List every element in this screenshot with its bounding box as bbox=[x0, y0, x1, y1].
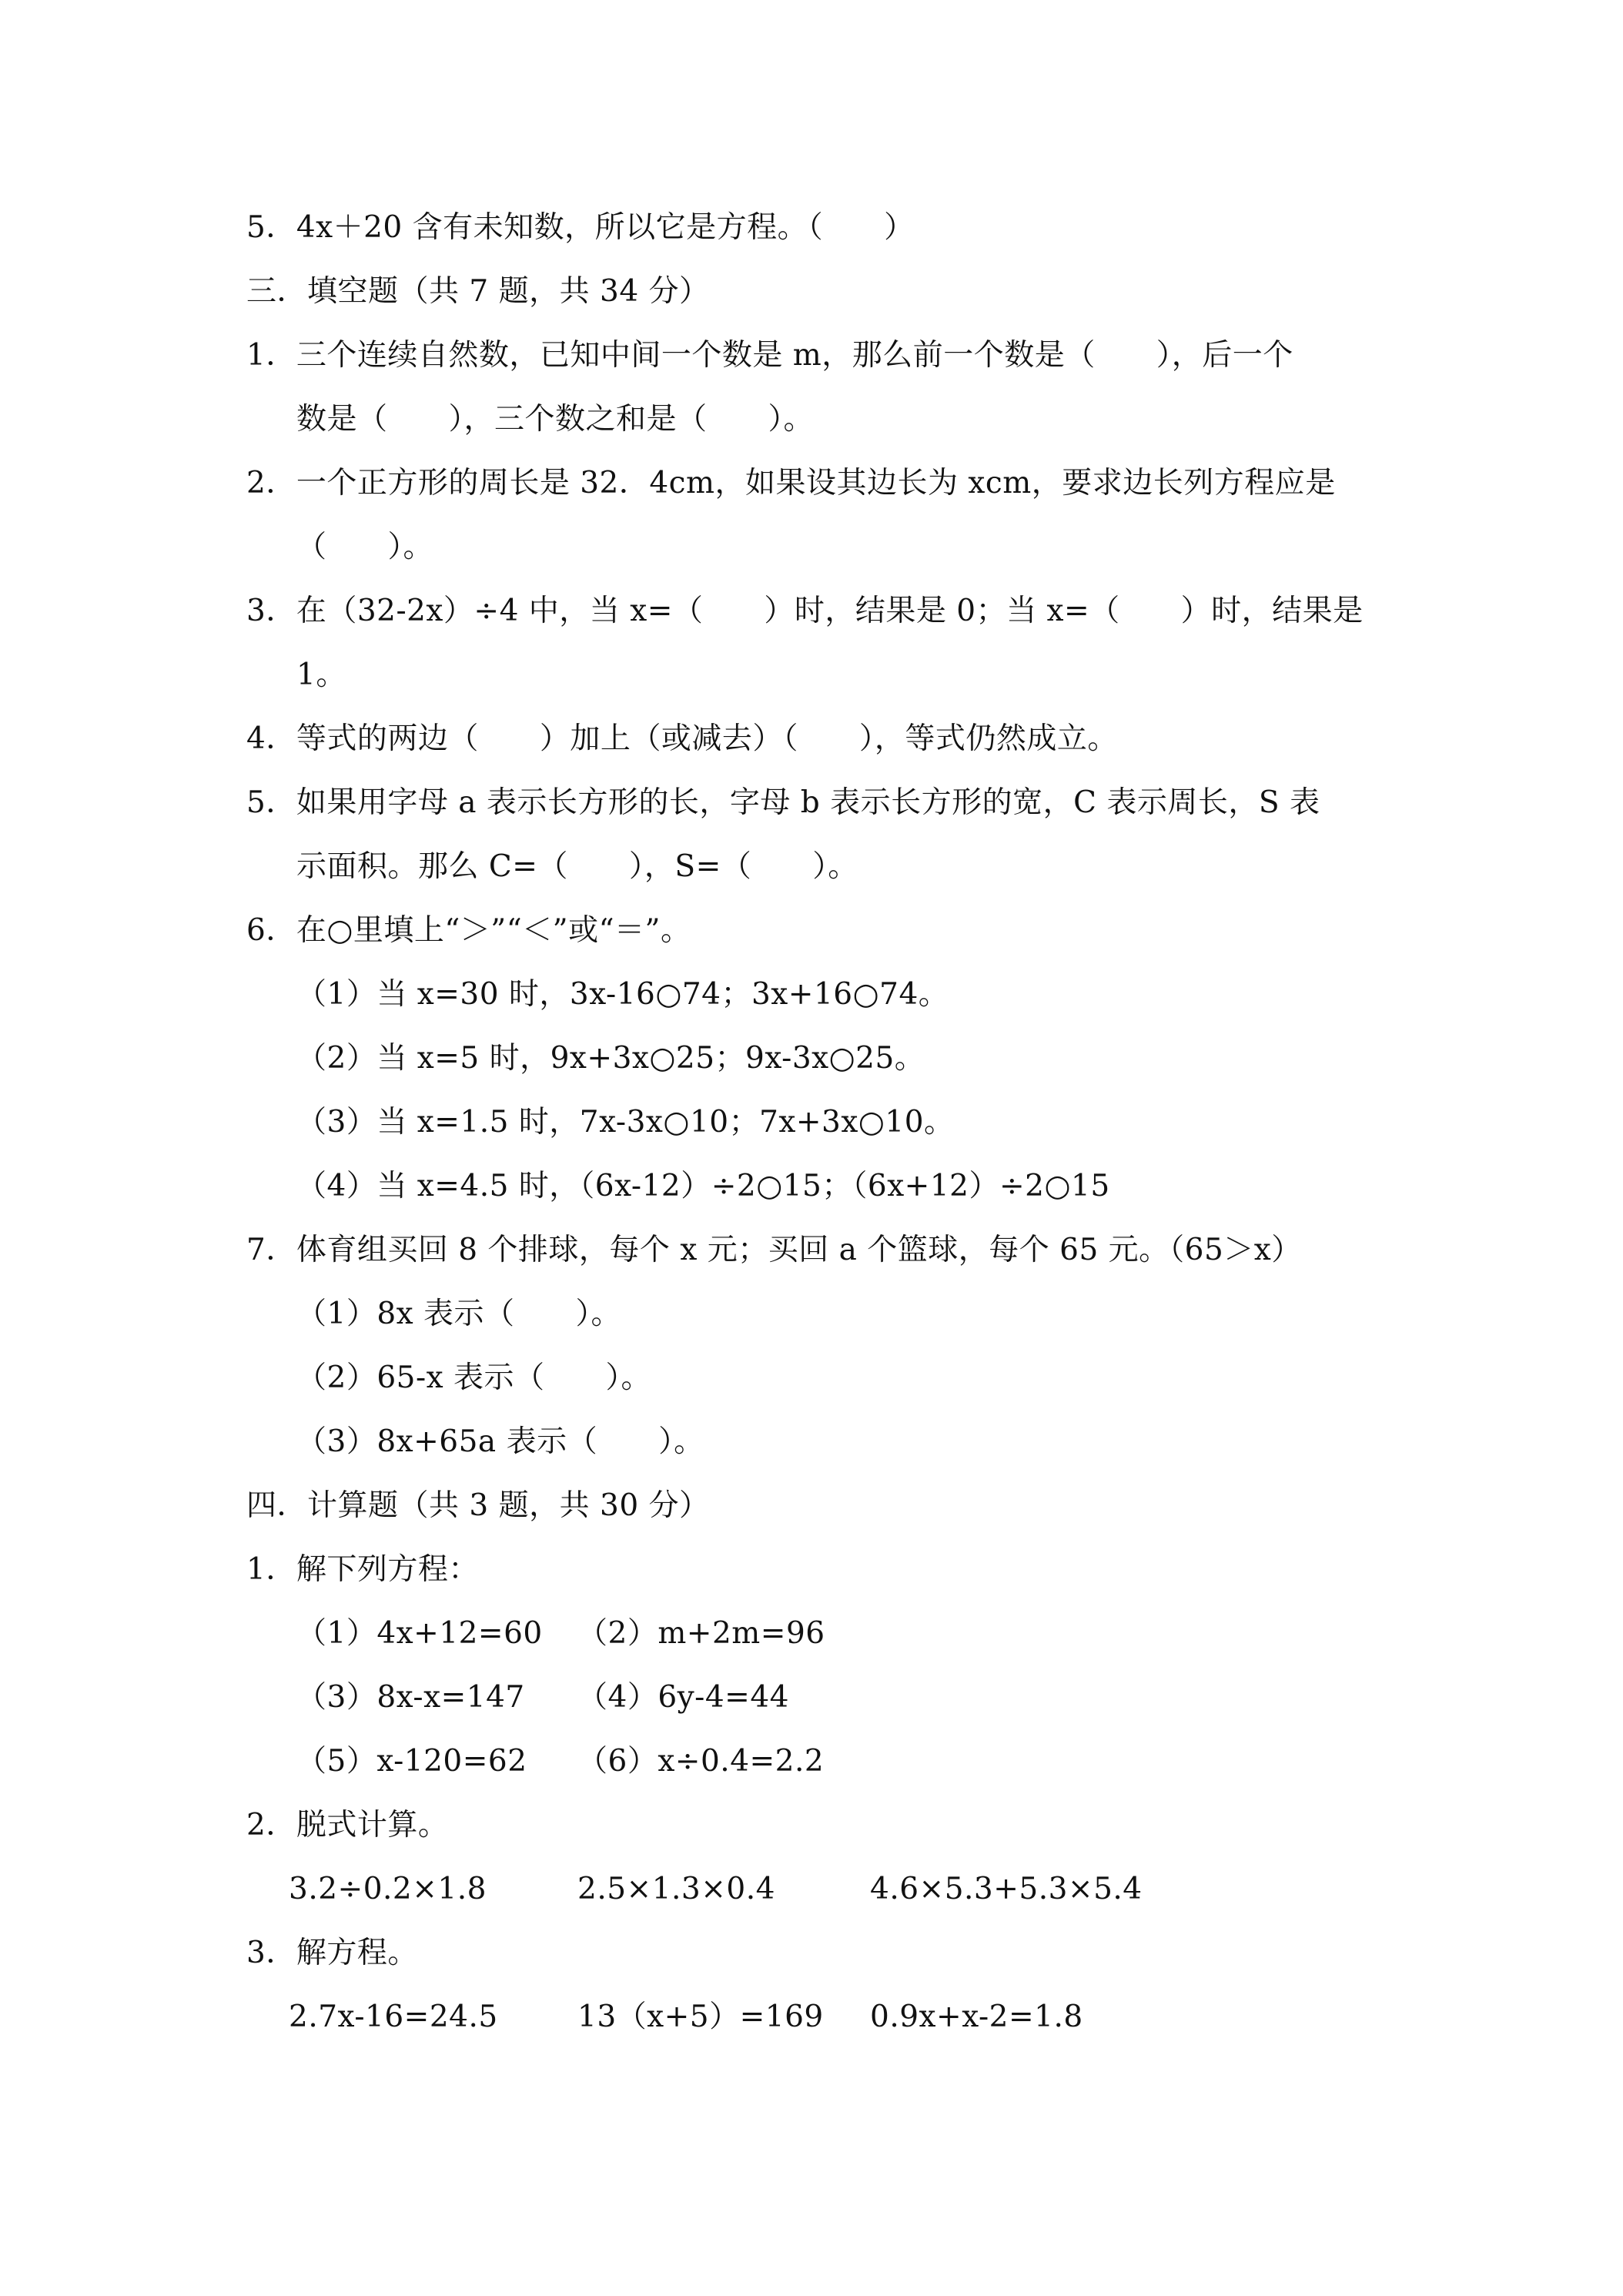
fill-question-6-part-4: （4）当 x=4.5 时，（6x-12）÷2○15；（6x+12）÷2○15 bbox=[296, 1169, 1110, 1203]
fill-question-1: 1．三个连续自然数，已知中间一个数是 m，那么前一个数是（ ），后一个 bbox=[246, 338, 1293, 373]
fill-question-5: 5．如果用字母 a 表示长方形的长，字母 b 表示长方形的宽，C 表示周长，S 表 bbox=[246, 785, 1320, 820]
fill-question-5-cont: 示面积。那么 C=（ ），S=（ ）。 bbox=[296, 849, 858, 884]
calc-question-2: 2．脱式计算。 bbox=[246, 1808, 449, 1842]
fill-question-3: 3．在（32-2x）÷4 中，当 x=（ ）时，结果是 0；当 x=（ ）时，结果是 bbox=[246, 594, 1364, 628]
solve-equation-3: 0.9x+x-2=1.8 bbox=[870, 2000, 1083, 2034]
fill-question-6-part-3: （3）当 x=1.5 时，7x-3x○10；7x+3x○10。 bbox=[296, 1105, 955, 1140]
equation-4: （4）6y-4=44 bbox=[577, 1680, 789, 1715]
solve-equation-2: 13（x+5）=169 bbox=[577, 2000, 824, 2034]
expression-1: 3.2÷0.2×1.8 bbox=[289, 1872, 487, 1906]
fill-question-3-cont: 1。 bbox=[296, 658, 346, 692]
expression-2: 2.5×1.3×0.4 bbox=[577, 1872, 775, 1906]
fill-question-7: 7．体育组买回 8 个排球，每个 x 元；买回 a 个篮球，每个 65 元。（65＞x） bbox=[246, 1233, 1302, 1267]
equation-6: （6）x÷0.4=2.2 bbox=[577, 1744, 825, 1779]
calc-question-3: 3．解方程。 bbox=[246, 1936, 418, 1970]
fill-question-6: 6．在○里填上“＞”“＜”或“＝”。 bbox=[246, 913, 691, 948]
equation-2: （2）m+2m=96 bbox=[577, 1616, 825, 1651]
fill-question-6-part-1: （1）当 x=30 时，3x-16○74；3x+16○74。 bbox=[296, 977, 949, 1012]
judge-question-5: 5．4x＋20 含有未知数，所以它是方程。（ ） bbox=[246, 210, 915, 245]
equation-1: （1）4x+12=60 bbox=[296, 1616, 543, 1651]
calc-question-1: 1．解下列方程： bbox=[246, 1552, 479, 1587]
solve-equation-1: 2.7x-16=24.5 bbox=[289, 2000, 498, 2034]
fill-question-7-part-2: （2）65-x 表示（ ）。 bbox=[296, 1361, 652, 1395]
fill-question-6-part-2: （2）当 x=5 时，9x+3x○25；9x-3x○25。 bbox=[296, 1041, 925, 1076]
expression-3: 4.6×5.3+5.3×5.4 bbox=[870, 1872, 1143, 1906]
section-3-heading: 三．填空题（共 7 题，共 34 分） bbox=[246, 274, 710, 309]
section-4-heading: 四．计算题（共 3 题，共 30 分） bbox=[246, 1488, 710, 1523]
fill-question-7-part-1: （1）8x 表示（ ）。 bbox=[296, 1297, 622, 1331]
fill-question-1-cont: 数是（ ），三个数之和是（ ）。 bbox=[296, 402, 815, 437]
equation-3: （3）8x-x=147 bbox=[296, 1680, 525, 1715]
fill-question-2: 2．一个正方形的周长是 32．4cm，如果设其边长为 xcm，要求边长列方程应是 bbox=[246, 466, 1336, 500]
equation-5: （5）x-120=62 bbox=[296, 1744, 527, 1779]
fill-question-4: 4．等式的两边（ ）加上（或减去）（ ），等式仍然成立。 bbox=[246, 721, 1118, 756]
fill-question-2-cont: （ ）。 bbox=[296, 530, 434, 564]
fill-question-7-part-3: （3）8x+65a 表示（ ）。 bbox=[296, 1424, 704, 1459]
